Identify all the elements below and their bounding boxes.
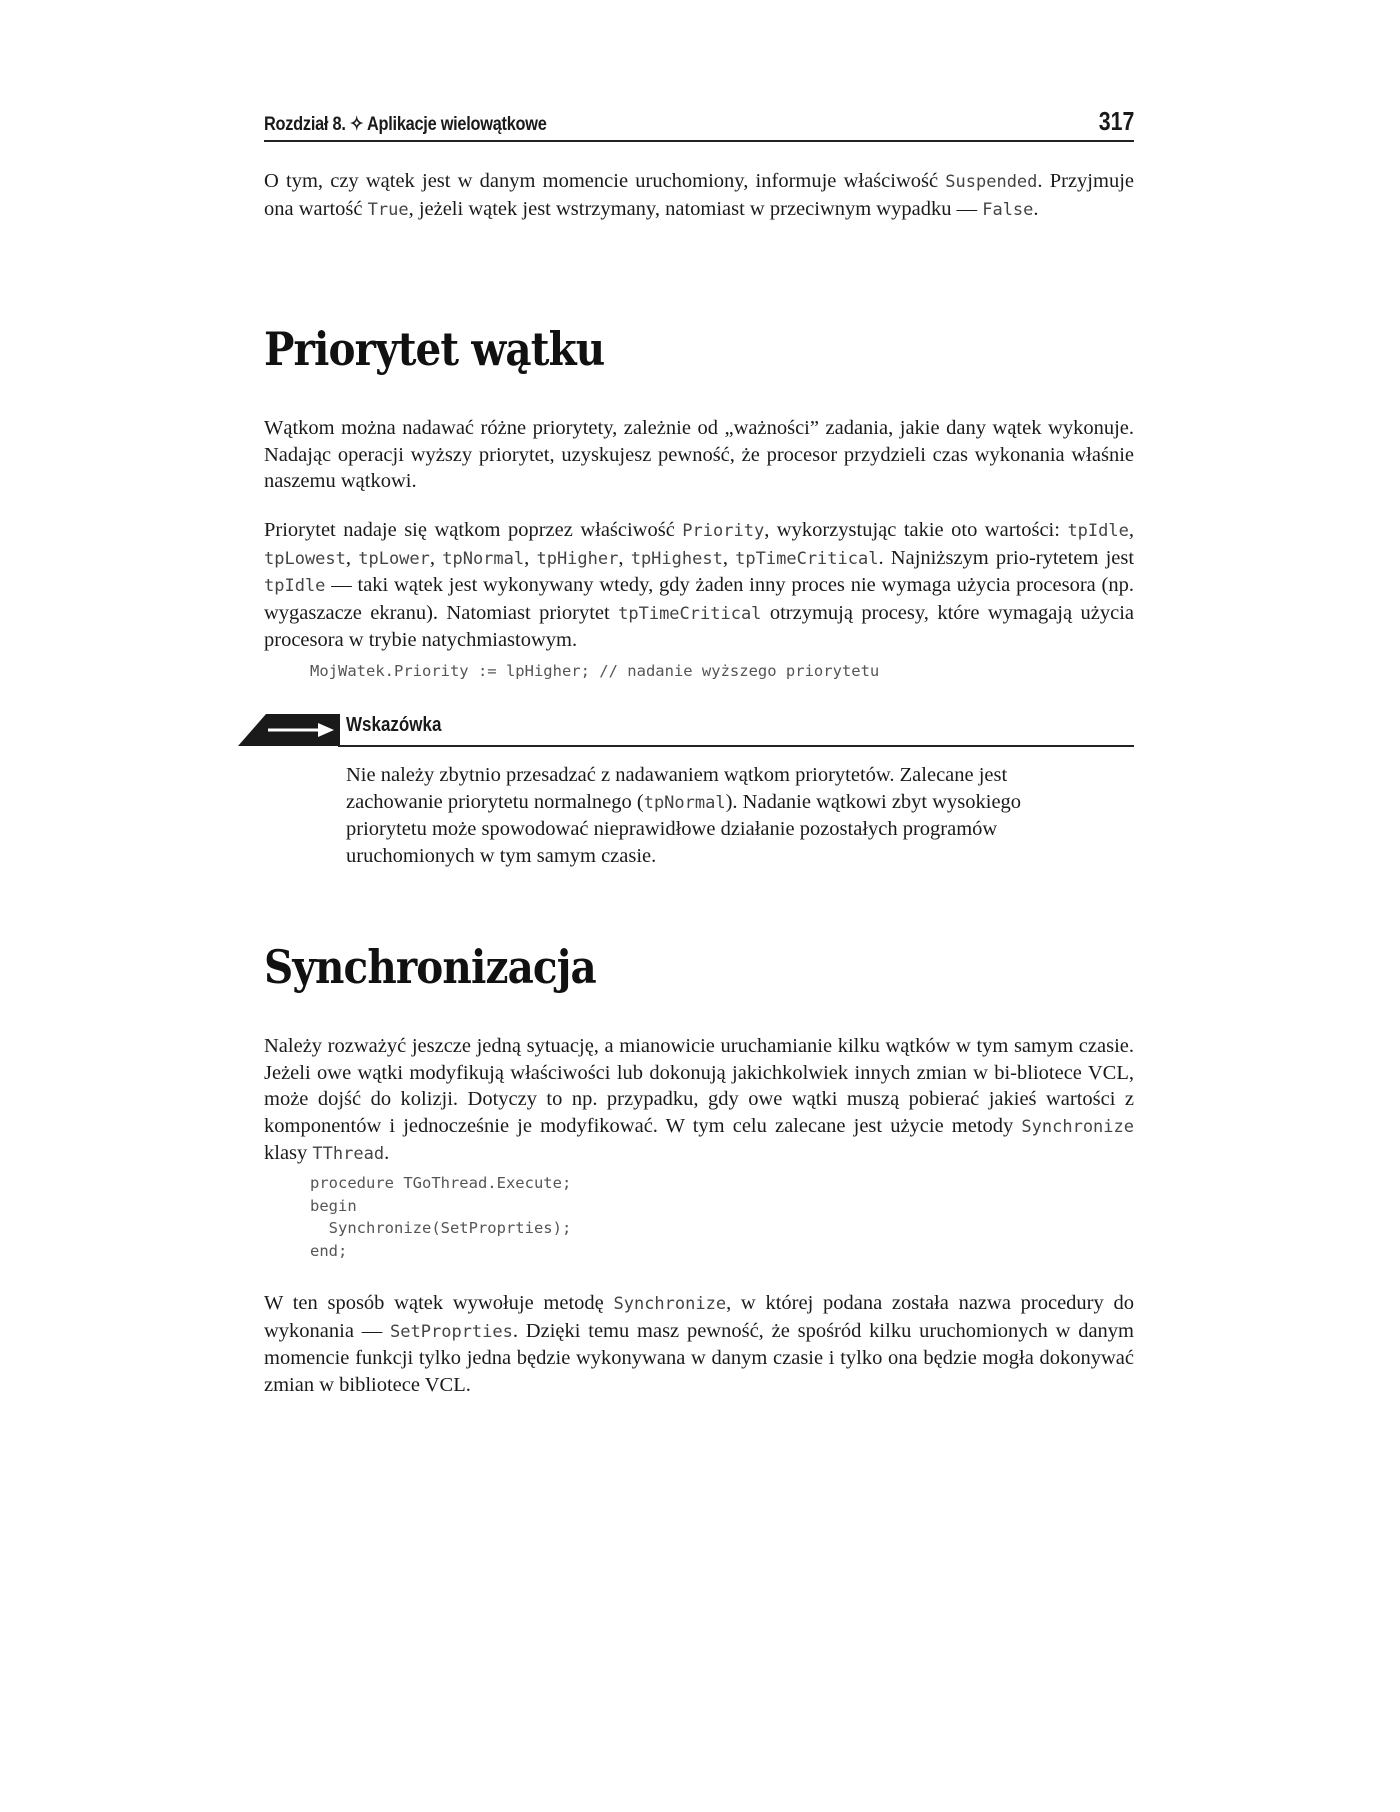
text: , w której podana została nazwa procedury do wykonania — (264, 1292, 1134, 1342)
code-line: begin (310, 1196, 357, 1215)
sync-code-sample (310, 1172, 1180, 1262)
code-line: MojWatek.Priority := lpHigher; // nadanie wyższego priorytetu (310, 662, 880, 680)
text: , (345, 546, 359, 569)
code-line: Synchronize(SetProprties); (310, 1219, 572, 1237)
sync-paragraph-1 (264, 1033, 1134, 1168)
inline-code: tpHighest (630, 548, 723, 569)
inline-code: Suspended (945, 172, 1038, 192)
inline-code: Synchronize (613, 1294, 727, 1314)
section-heading-priority: Priorytet wątku (264, 322, 605, 376)
text: . (1033, 197, 1039, 220)
text: Należy rozważyć jeszcze jedną sytuację, a mianowicie uruchamianie kilku wątków w tym samym czasie. Jeżeli owe wątki modyfikują właściwości lub dokonują jakichkolwiek innych zmian w bi-bliotece VCL, może dojść do kolizji. Dotyczy to np. przypadku, gdy owe wątki muszą pobierać jakieś wartości z komponentów i jednocześnie je modyfikować. W tym celu zalecane jest użycie metody (264, 1035, 1134, 1137)
sync-paragraph-2 (264, 1290, 1134, 1398)
text: , (429, 546, 443, 569)
text: Nie należy zbytnio przesadzać z nadawaniem wątkom priorytetów. Zalecane jest zachowanie priorytetu normalnego ( (346, 764, 1008, 813)
inline-code: TThread (312, 1144, 385, 1164)
priority-paragraph-2 (264, 517, 1134, 654)
inline-code: Synchronize (1021, 1116, 1134, 1137)
inline-code: tpLower (358, 548, 430, 569)
text: , (722, 546, 736, 569)
inline-code: tpNormal (643, 792, 726, 813)
page-number: 317 (1098, 106, 1134, 136)
text: . (384, 1142, 390, 1164)
text: , jeżeli wątek jest wstrzymany, natomiast w przeciwnym wypadku — (408, 197, 983, 220)
text: O tym, czy wątek jest w danym momencie uruchomiony, informuje właściwość (264, 170, 946, 192)
code-line: end; (310, 1241, 348, 1260)
arrow-icon (238, 712, 342, 748)
inline-code: tpTimeCritical (735, 548, 879, 569)
inline-code: True (367, 199, 409, 220)
text: , wykorzystując takie oto wartości: (764, 519, 1068, 541)
intro-paragraph (264, 168, 1134, 223)
inline-code: Priority (682, 521, 765, 541)
text: . Najniższym prio-rytetem jest (878, 546, 1135, 569)
tip-body (346, 762, 1106, 869)
chapter-title: Rozdział 8. ✧ Aplikacje wielowątkowe (264, 114, 547, 135)
running-head (264, 104, 1134, 142)
tip-header (238, 712, 1134, 746)
inline-code: False (982, 199, 1034, 220)
text: — taki wątek jest wykonywany wtedy, gdy żaden inny proces nie wymaga użycia procesora (np. wygaszacze ekranu). Natomiast priorytet (264, 574, 1134, 624)
priority-code-sample (310, 660, 1180, 683)
paragraph-text: Wątkom można nadawać różne priorytety, zależnie od „ważności” zadania, jakie dany wątek wykonuje. Nadając operacji wyższy priorytet, uzyskujesz pewność, że procesor przydzieli czas wykonania właśnie naszemu wątkowi. (264, 417, 1134, 492)
inline-code: tpTimeCritical (618, 603, 762, 624)
inline-code: tpIdle (1067, 521, 1129, 541)
text: W ten sposób wątek wywołuje metodę (264, 1292, 614, 1314)
text: klasy (264, 1142, 313, 1164)
priority-paragraph-1 (264, 415, 1134, 495)
tip-rule (338, 745, 1134, 747)
text: ). Nadanie wątkowi zbyt wysokiego priorytetu może spowodować nieprawidłowe działanie pozostałych programów uruchomionych w tym samym czasie. (346, 790, 1022, 867)
inline-code: tpHigher (536, 548, 619, 569)
inline-code: tpLowest (264, 548, 346, 569)
inline-code: SetProprties (390, 1321, 513, 1342)
code-line: procedure TGoThread.Execute; (310, 1174, 572, 1192)
text: otrzymują procesy, które wymagają użycia procesora w trybie natychmiastowym. (264, 601, 1135, 651)
inline-code: tpNormal (442, 548, 525, 569)
text: Priorytet nadaje się wątkom poprzez właściwość (264, 519, 683, 541)
text: , (524, 546, 537, 569)
inline-code: tpIdle (264, 576, 326, 596)
text: , (618, 546, 631, 569)
text: . Dzięki temu masz pewność, że spośród kilku uruchomionych w danym momencie funkcji tylko jedna będzie wykonywana w danym czasie i tylko ona będzie mogła dokonywać zmian w bibliotece VCL. (264, 1319, 1134, 1396)
text: . Przyjmuje ona wartość (264, 170, 1134, 220)
section-heading-sync: Synchronizacja (264, 940, 596, 994)
tip-title: Wskazówka (346, 714, 442, 736)
text: , (1128, 519, 1134, 541)
